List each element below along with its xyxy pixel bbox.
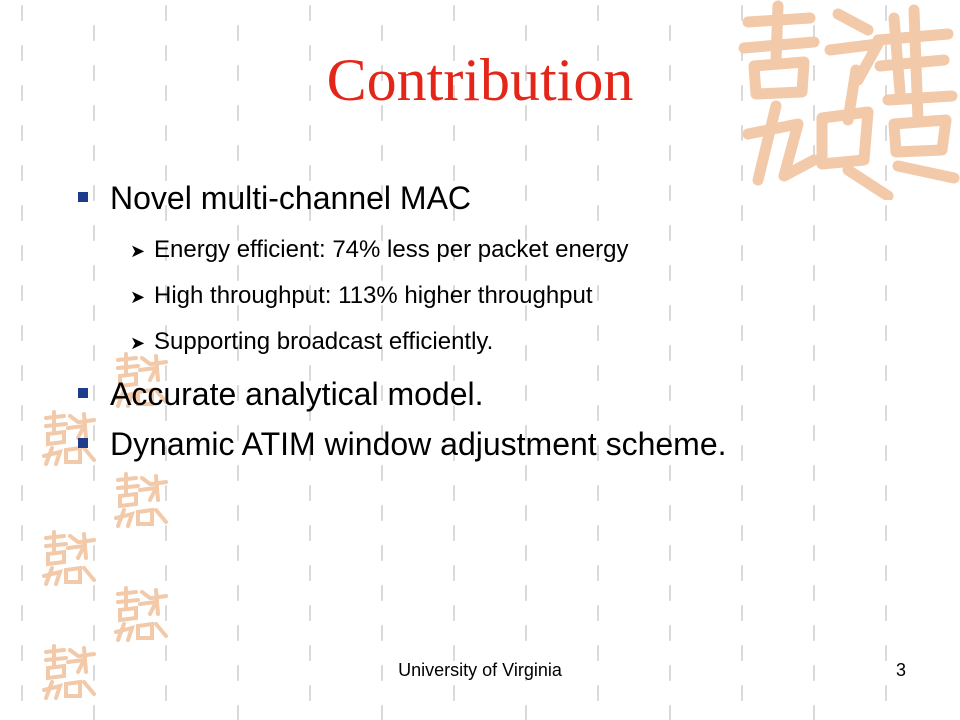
calligraphy-seal-small-4	[40, 530, 96, 586]
sub-bullet-text: Energy efficient: 74% less per packet energy	[154, 236, 629, 263]
calligraphy-seal-small-3	[112, 472, 168, 528]
sub-bullet-text: Supporting broadcast efficiently.	[154, 328, 494, 355]
arrow-bullet-icon: ➤	[130, 333, 146, 353]
square-bullet-icon	[78, 192, 88, 202]
bullet-text: Accurate analytical model.	[110, 376, 484, 412]
sub-bullet-item	[78, 238, 629, 262]
bullet-item	[78, 378, 484, 410]
square-bullet-icon	[78, 438, 88, 448]
sub-bullet-item	[78, 284, 593, 308]
sub-bullet-text: High throughput: 113% higher throughput	[154, 282, 593, 309]
calligraphy-seal-small-5	[112, 586, 168, 642]
arrow-bullet-icon: ➤	[130, 241, 146, 261]
slide-title: Contribution	[326, 47, 634, 113]
footer-institution: University of Virginia	[398, 660, 562, 680]
bullet-item	[78, 428, 727, 460]
arrow-bullet-icon: ➤	[130, 287, 146, 307]
bullet-item	[78, 182, 471, 214]
square-bullet-icon	[78, 388, 88, 398]
sub-bullet-item	[78, 330, 493, 354]
bullet-text: Dynamic ATIM window adjustment scheme.	[110, 426, 727, 462]
page-number: 3	[896, 660, 907, 680]
bullet-text: Novel multi-channel MAC	[110, 180, 472, 216]
